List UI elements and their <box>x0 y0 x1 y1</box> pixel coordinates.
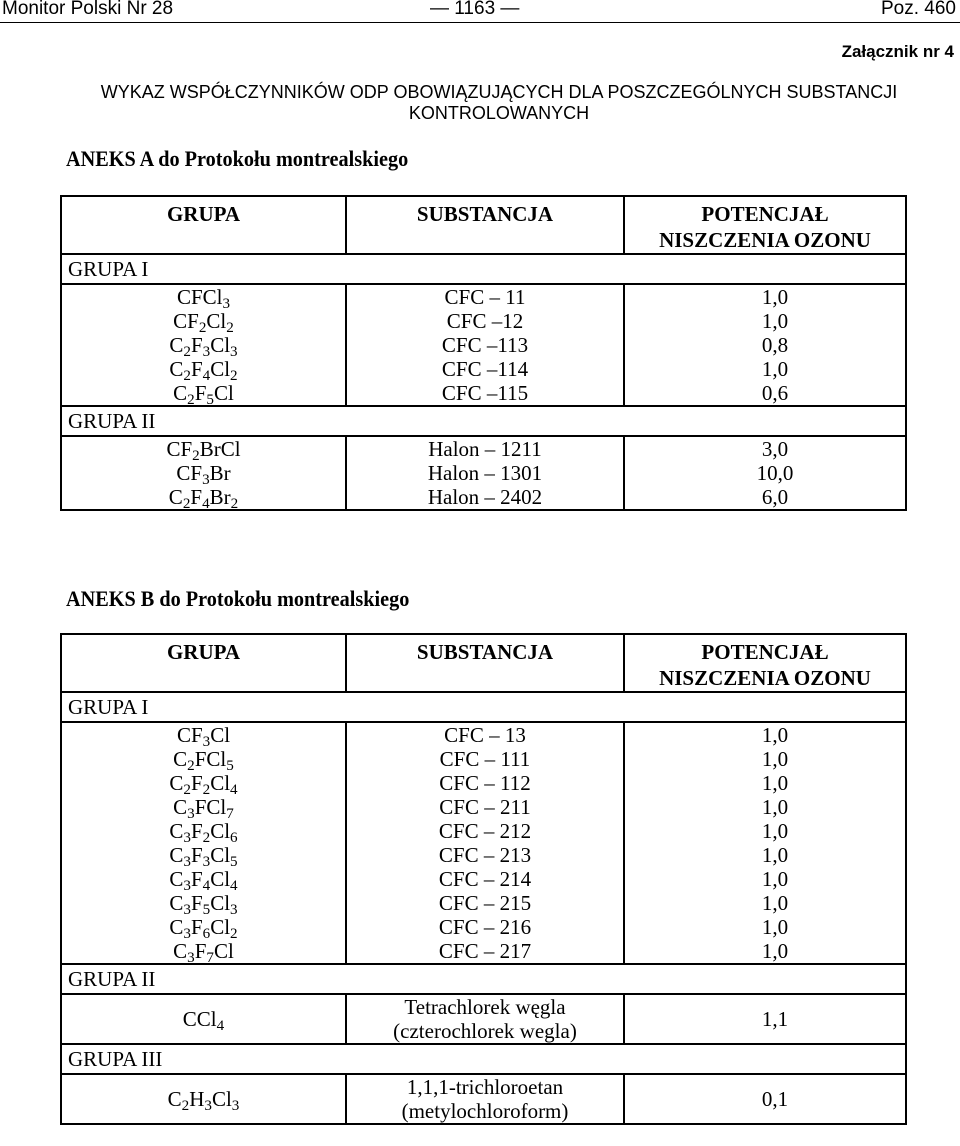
formula-subscript: 3 <box>183 829 191 846</box>
odp-value: 1,0 <box>761 819 789 843</box>
odp-value: 1,0 <box>761 309 789 333</box>
formula-subscript: 4 <box>202 495 210 512</box>
formula-element: Cl <box>210 333 231 357</box>
formula-subscript: 2 <box>230 495 239 512</box>
formula-subscript: 3 <box>187 949 195 966</box>
formula-element: C <box>169 357 184 381</box>
table-row <box>61 309 906 333</box>
formula-subscript: 5 <box>206 391 214 408</box>
column-header-potential-line1: POTENCJAŁ <box>701 202 829 226</box>
table-row <box>61 436 906 461</box>
page-number: — 1163 — <box>430 0 520 19</box>
formula-cell <box>61 795 346 822</box>
annex-b-table-body <box>61 634 906 1124</box>
annex-b-heading: ANEKS B do Protokołu montrealskiego <box>66 586 410 611</box>
formula-element: F <box>190 915 203 939</box>
formula-element: Cl <box>210 843 231 867</box>
table-row <box>61 722 906 747</box>
formula-cell <box>61 867 346 894</box>
substance-name: CFC – 213 <box>438 843 532 867</box>
formula-subscript: 7 <box>206 949 214 966</box>
column-header-substance: SUBSTANCJA <box>346 196 624 254</box>
header-rule <box>0 22 960 23</box>
table-row <box>61 284 906 309</box>
formula-element: F <box>190 867 203 891</box>
formula-cell <box>61 357 346 384</box>
group-row <box>61 964 906 994</box>
formula-element: Cl <box>210 867 231 891</box>
column-header-group: GRUPA <box>61 634 346 692</box>
substance-cell <box>346 461 624 485</box>
formula-cell <box>61 891 346 918</box>
formula-subscript: 3 <box>230 901 238 918</box>
formula-element: C <box>169 891 184 915</box>
formula-cell <box>61 994 346 1044</box>
formula-element: Cl <box>210 891 231 915</box>
formula-subscript: 3 <box>183 901 191 918</box>
substance-cell <box>346 309 624 333</box>
formula-element: C <box>173 747 188 771</box>
annex-b-table <box>60 633 907 1125</box>
formula-cell <box>61 939 346 964</box>
formula-element: Cl <box>211 1087 232 1111</box>
formula-subscript: 2 <box>187 391 195 408</box>
formula-element: C <box>173 381 188 405</box>
formula-element: F <box>194 939 207 963</box>
formula-element: CF <box>173 309 199 333</box>
formula-element: C <box>167 1087 182 1111</box>
formula-element: Cl <box>206 309 227 333</box>
formula-element: C <box>169 333 184 357</box>
group-label: GRUPA II <box>61 406 906 436</box>
substance-name-alt: (czterochlorek wegla) <box>393 1019 577 1043</box>
formula-subscript: 2 <box>182 495 191 512</box>
formula-element: Br <box>209 485 231 509</box>
table-row <box>61 357 906 381</box>
column-header-group: GRUPA <box>61 196 346 254</box>
formula-element: CF <box>166 437 193 461</box>
formula-cell <box>61 1074 346 1124</box>
group-row <box>61 406 906 436</box>
formula-subscript: 3 <box>202 471 210 488</box>
formula-subscript: 2 <box>230 925 238 942</box>
formula-cell <box>61 333 346 360</box>
column-header-substance: SUBSTANCJA <box>346 634 624 692</box>
odp-value: 1,0 <box>761 771 789 795</box>
annex-a-table-body <box>61 196 906 510</box>
formula-cell <box>61 436 346 464</box>
page-header <box>0 0 960 22</box>
formula-element: CF <box>176 461 203 485</box>
substance-cell <box>346 939 624 964</box>
group-label: GRUPA II <box>61 964 906 994</box>
formula-element: Cl <box>210 771 231 795</box>
formula-cell <box>61 381 346 406</box>
table-row <box>61 867 906 891</box>
column-header-potential-line2: NISZCZENIA OZONU <box>659 666 871 690</box>
odp-value: 3,0 <box>761 437 789 461</box>
substance-cell <box>346 747 624 771</box>
substance-name: Tetrachlorek węgla <box>404 995 566 1019</box>
odp-value: 1,0 <box>761 723 789 747</box>
formula-subscript: 4 <box>202 877 211 894</box>
table-row <box>61 333 906 357</box>
table-row <box>61 939 906 964</box>
table-row <box>61 843 906 867</box>
formula-subscript: 3 <box>222 295 231 312</box>
substance-cell <box>346 771 624 795</box>
group-row <box>61 1044 906 1074</box>
formula-element: BrCl <box>199 437 241 461</box>
formula-subscript: 6 <box>202 925 211 942</box>
substance-cell <box>346 994 624 1044</box>
document-title: WYKAZ WSPÓŁCZYNNIKÓW ODP OBOWIĄZUJĄCYCH DLA POSZCZEGÓLNYCH SUBSTANCJI KONTROLOWANYCH <box>100 82 898 123</box>
substance-name: CFC – 216 <box>438 915 532 939</box>
formula-element: F <box>190 333 203 357</box>
odp-value: 0,8 <box>761 333 789 357</box>
formula-element: Cl <box>210 915 231 939</box>
formula-subscript: 3 <box>187 805 195 822</box>
group-label: GRUPA I <box>61 692 906 722</box>
odp-value: 0,1 <box>761 1087 789 1111</box>
formula-subscript: 5 <box>226 757 234 774</box>
formula-element: FCl <box>194 747 227 771</box>
substance-name-alt: (metylochloroform) <box>401 1099 569 1123</box>
odp-value: 1,0 <box>761 843 789 867</box>
formula-subscript: 2 <box>198 319 207 336</box>
odp-value: 1,0 <box>761 915 789 939</box>
substance-cell <box>346 722 624 747</box>
formula-cell <box>61 309 346 336</box>
formula-subscript: 6 <box>230 829 238 846</box>
substance-name: CFC – 13 <box>444 723 526 747</box>
formula-subscript: 3 <box>202 853 211 870</box>
formula-subscript: 7 <box>226 805 234 822</box>
formula-cell <box>61 771 346 798</box>
substance-cell <box>346 436 624 461</box>
substance-cell <box>346 284 624 309</box>
formula-subscript: 3 <box>202 733 211 750</box>
group-row <box>61 254 906 284</box>
odp-value: 1,0 <box>761 747 789 771</box>
group-label: GRUPA I <box>61 254 906 284</box>
formula-subscript: 3 <box>183 877 191 894</box>
formula-cell <box>61 284 346 312</box>
odp-value: 0,6 <box>761 381 789 405</box>
table-row <box>61 994 906 1044</box>
formula-element: F <box>190 819 203 843</box>
substance-cell <box>346 819 624 843</box>
formula-cell <box>61 747 346 774</box>
substance-cell <box>346 867 624 891</box>
formula-element: Br <box>209 461 231 485</box>
position-number: Poz. 460 <box>881 0 956 19</box>
formula-subscript: 5 <box>202 901 211 918</box>
substance-cell <box>346 795 624 819</box>
formula-subscript: 3 <box>231 1097 240 1114</box>
substance-name: CFC –114 <box>441 357 529 381</box>
annex-a-table <box>60 195 907 511</box>
odp-value: 1,0 <box>761 357 789 381</box>
table-row <box>61 771 906 795</box>
formula-cell <box>61 461 346 488</box>
formula-subscript: 5 <box>230 853 238 870</box>
formula-element: C <box>169 819 184 843</box>
formula-subscript: 2 <box>183 367 191 384</box>
formula-subscript: 2 <box>183 781 191 798</box>
formula-element: C <box>168 485 183 509</box>
substance-name: Halon – 2402 <box>427 485 543 509</box>
group-row <box>61 692 906 722</box>
table-row <box>61 485 906 510</box>
substance-cell <box>346 915 624 939</box>
formula-subscript: 2 <box>187 757 195 774</box>
formula-element: Cl <box>213 381 234 405</box>
substance-cell <box>346 333 624 357</box>
group-label: GRUPA III <box>61 1044 906 1074</box>
formula-cell <box>61 722 346 750</box>
substance-cell <box>346 843 624 867</box>
formula-subscript: 2 <box>181 1097 190 1114</box>
formula-element: Cl <box>210 819 231 843</box>
formula-element: CFCl <box>176 285 223 309</box>
formula-element: F <box>190 771 203 795</box>
formula-element: C <box>169 867 184 891</box>
substance-name: CFC – 217 <box>438 939 532 963</box>
substance-name: CFC – 211 <box>439 795 531 819</box>
column-header-potential-line2: NISZCZENIA OZONU <box>659 228 871 252</box>
formula-element: Cl <box>210 723 231 747</box>
formula-element: CCl <box>182 1007 217 1031</box>
annex-a-heading: ANEKS A do Protokołu montrealskiego <box>66 146 409 171</box>
formula-subscript: 2 <box>183 343 191 360</box>
substance-name: CFC –12 <box>446 309 524 333</box>
formula-element: CF <box>176 723 203 747</box>
substance-name: CFC – 112 <box>439 771 531 795</box>
column-header-potential <box>624 196 906 254</box>
formula-element: F <box>190 843 203 867</box>
substance-cell <box>346 381 624 406</box>
formula-subscript: 2 <box>226 319 234 336</box>
substance-name: CFC – 215 <box>438 891 532 915</box>
formula-element: C <box>173 939 188 963</box>
table-row <box>61 915 906 939</box>
formula-cell <box>61 485 346 510</box>
formula-subscript: 2 <box>230 367 238 384</box>
substance-cell <box>346 1074 624 1124</box>
substance-name: 1,1,1-trichloroetan <box>406 1075 564 1099</box>
formula-subscript: 3 <box>202 343 211 360</box>
substance-name: CFC – 212 <box>438 819 532 843</box>
substance-name: CFC – 214 <box>438 867 532 891</box>
substance-cell <box>346 357 624 381</box>
column-header-potential <box>624 634 906 692</box>
odp-value: 1,0 <box>761 867 789 891</box>
table-row <box>61 795 906 819</box>
formula-element: C <box>169 915 184 939</box>
annex-label: Załącznik nr 4 <box>841 42 954 61</box>
odp-value: 1,1 <box>761 1007 789 1031</box>
formula-subscript: 3 <box>230 343 238 360</box>
table-row <box>61 381 906 406</box>
formula-element: F <box>190 357 203 381</box>
formula-element: C <box>169 843 184 867</box>
journal-title: Monitor Polski Nr 28 <box>2 0 174 19</box>
formula-element: F <box>194 381 207 405</box>
formula-element: F <box>190 485 203 509</box>
table-row <box>61 461 906 485</box>
odp-value: 1,0 <box>761 795 789 819</box>
formula-element: FCl <box>194 795 227 819</box>
substance-name: CFC – 111 <box>439 747 531 771</box>
substance-name: CFC –113 <box>441 333 529 357</box>
substance-name: Halon – 1211 <box>428 437 542 461</box>
odp-value: 10,0 <box>756 461 794 485</box>
substance-name: CFC – 11 <box>444 285 526 309</box>
substance-name: Halon – 1301 <box>427 461 543 485</box>
substance-cell <box>346 891 624 915</box>
table-row <box>61 891 906 915</box>
table-row <box>61 747 906 771</box>
table-row <box>61 1074 906 1124</box>
formula-subscript: 3 <box>183 925 191 942</box>
formula-element: Cl <box>213 939 234 963</box>
formula-element: H <box>189 1087 205 1111</box>
table-header-row <box>61 196 906 254</box>
formula-cell <box>61 843 346 870</box>
formula-subscript: 2 <box>192 447 200 464</box>
formula-subscript: 3 <box>204 1097 212 1114</box>
formula-subscript: 2 <box>202 781 211 798</box>
formula-element: C <box>173 795 188 819</box>
formula-subscript: 4 <box>216 1017 225 1034</box>
formula-cell <box>61 915 346 942</box>
odp-value: 1,0 <box>761 939 789 963</box>
formula-element: Cl <box>210 357 231 381</box>
formula-cell <box>61 819 346 846</box>
substance-cell <box>346 485 624 510</box>
table-row <box>61 819 906 843</box>
odp-value: 1,0 <box>761 285 789 309</box>
formula-subscript: 4 <box>230 781 238 798</box>
formula-subscript: 3 <box>183 853 191 870</box>
formula-subscript: 4 <box>230 877 238 894</box>
formula-subscript: 4 <box>202 367 211 384</box>
formula-element: F <box>190 891 203 915</box>
table-header-row <box>61 634 906 692</box>
formula-subscript: 2 <box>202 829 211 846</box>
column-header-potential-line1: POTENCJAŁ <box>701 640 829 664</box>
formula-element: C <box>169 771 184 795</box>
substance-name: CFC –115 <box>441 381 529 405</box>
odp-value: 1,0 <box>761 891 789 915</box>
odp-value: 6,0 <box>761 485 789 509</box>
